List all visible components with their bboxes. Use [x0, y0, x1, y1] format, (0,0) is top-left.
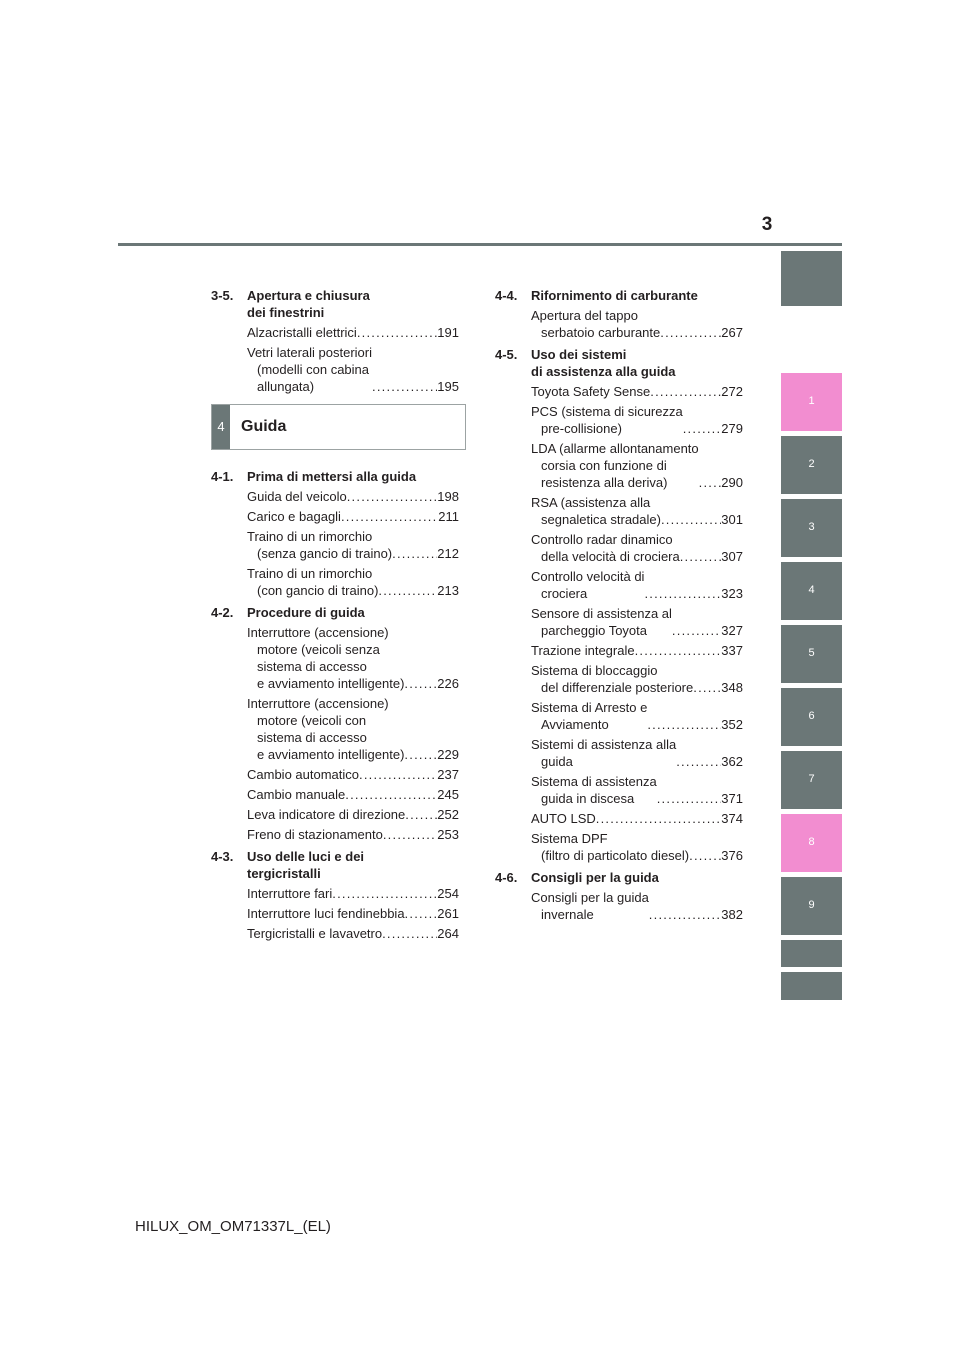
section-title: Uso delle luci e dei tergicristalli	[247, 849, 365, 881]
dot-leader	[372, 378, 437, 395]
dot-leader	[332, 885, 437, 902]
toc-entry-page: 382	[721, 907, 743, 922]
toc-section-heading[interactable]	[495, 287, 743, 304]
toc-entry-page: 245	[437, 787, 459, 802]
toc-entry-label: Controllo radar dinamico della velocità di crociera	[531, 532, 680, 564]
toc-entry-page: 362	[721, 754, 743, 769]
dot-leader	[661, 511, 721, 528]
chapter-tab-number: 3	[808, 521, 815, 533]
chapter-tab-4[interactable]	[781, 562, 842, 620]
section-code: 4-5.	[495, 347, 518, 362]
dot-leader	[649, 906, 722, 923]
toc-entry[interactable]	[247, 508, 459, 525]
toc-entry-page: 198	[437, 489, 459, 504]
toc-entry[interactable]	[247, 695, 459, 763]
toc-entry[interactable]	[247, 565, 459, 599]
document-footer: HILUX_OM_OM71337L_(EL)	[135, 1218, 331, 1235]
toc-entry-label: Leva indicatore di direzione	[247, 807, 406, 822]
chapter-tab-9[interactable]	[781, 877, 842, 935]
toc-entry[interactable]	[531, 699, 743, 733]
toc-entry[interactable]	[531, 605, 743, 639]
toc-entry-page: 323	[721, 586, 743, 601]
toc-section-heading[interactable]	[495, 346, 743, 380]
toc-entry-label: Sistema DPF (filtro di particolato diesel)	[531, 831, 690, 863]
toc-entry-label: Traino di un rimorchio (senza gancio di traino)	[247, 529, 393, 561]
toc-section	[211, 468, 459, 599]
toc-entry-label: Sistema di Arresto e Avviamento	[531, 700, 648, 732]
dot-leader	[676, 753, 721, 770]
toc-entry-page: 352	[721, 717, 743, 732]
toc-section-heading[interactable]	[211, 848, 459, 882]
chapter-tab-5[interactable]	[781, 625, 842, 683]
toc-entry-label: PCS (sistema di sicurezza pre-collisione)	[531, 404, 683, 436]
chapter-tab-8[interactable]	[781, 814, 842, 872]
toc-entry-label: Vetri laterali posteriori (modelli con cabina allungata)	[247, 345, 372, 394]
chapter-tab-blank[interactable]	[781, 251, 842, 306]
toc-entry-label: Trazione integrale	[531, 643, 635, 658]
toc-entry-page: 252	[437, 807, 459, 822]
toc-entry-label: Freno di stazionamento	[247, 827, 383, 842]
toc-entry[interactable]	[531, 830, 743, 864]
dot-leader	[405, 905, 438, 922]
dot-leader	[657, 790, 722, 807]
toc-entry-label: Alzacristalli elettrici	[247, 325, 357, 340]
dot-leader	[378, 582, 437, 599]
toc-entry-page: 195	[437, 379, 459, 394]
toc-entry-label: Interruttore (accensione) motore (veicoli senza sistema di accesso e avviamento intelligente)	[247, 625, 405, 691]
page-number: 3	[761, 214, 773, 235]
toc-entry-page: 229	[437, 747, 459, 762]
toc-entry-label: LDA (allarme allontanamento corsia con funzione di resistenza alla deriva)	[531, 441, 699, 490]
toc-entry[interactable]	[247, 905, 459, 922]
toc-section	[211, 848, 459, 942]
toc-entry-label: Consigli per la guida invernale	[531, 890, 649, 922]
toc-entry-page: 237	[437, 767, 459, 782]
toc-entry-label: Tergicristalli e lavavetro	[247, 926, 383, 941]
toc-entry-label: AUTO LSD	[531, 811, 596, 826]
toc-entry[interactable]	[531, 403, 743, 437]
toc-entry[interactable]	[531, 810, 743, 827]
toc-entry-page: 226	[437, 676, 459, 691]
toc-entry-page: 327	[721, 623, 743, 638]
toc-section-heading[interactable]	[211, 604, 459, 621]
dot-leader	[404, 746, 437, 763]
toc-entry-page: 253	[437, 827, 459, 842]
toc-entry-page: 261	[437, 906, 459, 921]
toc-section	[211, 287, 459, 395]
toc-entry-label: Sensore di assistenza al parcheggio Toyota	[531, 606, 672, 638]
toc-entry-label: Cambio manuale	[247, 787, 346, 802]
toc-entry-page: 371	[721, 791, 743, 806]
dot-leader	[392, 545, 437, 562]
section-code: 4-1.	[211, 469, 234, 484]
chapter-tab-number: 5	[808, 647, 815, 659]
toc-entry[interactable]	[531, 440, 743, 491]
toc-entry-page: 254	[437, 886, 459, 901]
toc-entry-page: 212	[437, 546, 459, 561]
chapter-tab-2[interactable]	[781, 436, 842, 494]
dot-leader	[644, 585, 721, 602]
toc-entry-label: Controllo velocità di crociera	[531, 569, 645, 601]
toc-entry-page: 267	[721, 325, 743, 340]
toc-entry-label: Carico e bagagli	[247, 509, 341, 524]
dot-leader	[357, 324, 437, 341]
section-code: 4-4.	[495, 288, 518, 303]
dot-leader	[347, 488, 438, 505]
toc-entry-label: Sistemi di assistenza alla guida	[531, 737, 677, 769]
chapter-tab-7[interactable]	[781, 751, 842, 809]
dot-leader	[650, 383, 721, 400]
toc-entry[interactable]	[531, 736, 743, 770]
toc-entry-label: Interruttore fari	[247, 886, 333, 901]
toc-entry-page: 211	[438, 509, 459, 524]
dot-leader	[699, 474, 722, 491]
toc-entry-label: Interruttore (accensione) motore (veicoli con sistema di accesso e avviamento intelligente)	[247, 696, 405, 762]
toc-entry[interactable]	[247, 488, 459, 505]
dot-leader	[683, 420, 722, 437]
dot-leader	[672, 622, 721, 639]
toc-entry[interactable]	[531, 662, 743, 696]
section-title: Apertura e chiusura dei finestrini	[247, 288, 370, 320]
dot-leader	[689, 847, 721, 864]
chapter-tab-number: 4	[808, 584, 815, 596]
chapter-title: Guida	[241, 418, 287, 435]
toc-entry[interactable]	[531, 889, 743, 923]
dot-leader	[345, 786, 437, 803]
toc-column-left-bottom	[211, 468, 459, 942]
toc-entry[interactable]	[247, 806, 459, 823]
toc-section-heading[interactable]	[495, 869, 743, 886]
toc-entry[interactable]	[531, 531, 743, 565]
dot-leader	[635, 642, 722, 659]
toc-entry-page: 337	[721, 643, 743, 658]
chapter-tab-number: 6	[808, 710, 815, 722]
toc-entry[interactable]	[247, 324, 459, 341]
toc-entry-label: Guida del veicolo	[247, 489, 347, 504]
toc-entry[interactable]	[531, 494, 743, 528]
chapter-tab-1[interactable]	[781, 373, 842, 431]
dot-leader	[404, 675, 437, 692]
toc-entry-page: 348	[721, 680, 743, 695]
toc-entry[interactable]	[247, 766, 459, 783]
section-title: Prima di mettersi alla guida	[247, 469, 417, 484]
toc-section	[495, 346, 743, 864]
section-code: 3-5.	[211, 288, 234, 303]
section-code: 4-6.	[495, 870, 518, 885]
dot-leader	[596, 810, 722, 827]
toc-entry[interactable]	[247, 925, 459, 942]
chapter-tab-blank[interactable]	[781, 940, 842, 967]
toc-entry-page: 374	[721, 811, 743, 826]
chapter-tab-number: 8	[808, 836, 815, 848]
toc-entry-page: 213	[437, 583, 459, 598]
toc-entry-page: 290	[721, 475, 743, 490]
chapter-tab-number: 7	[808, 773, 815, 785]
toc-entry-label: Cambio automatico	[247, 767, 359, 782]
dot-leader	[341, 508, 438, 525]
section-title: Uso dei sistemi di assistenza alla guida	[531, 347, 676, 379]
toc-column-right	[495, 287, 743, 923]
dot-leader	[383, 826, 437, 843]
toc-section-heading[interactable]	[211, 468, 459, 485]
toc-section-heading[interactable]	[211, 287, 459, 321]
toc-column-left-top	[211, 287, 459, 395]
dot-leader	[405, 806, 437, 823]
toc-entry[interactable]	[247, 786, 459, 803]
toc-entry-page: 301	[721, 512, 743, 527]
toc-entry-label: Toyota Safety Sense	[531, 384, 651, 399]
toc-entry-label: Sistema di assistenza guida in discesa	[531, 774, 657, 806]
section-code: 4-2.	[211, 605, 234, 620]
toc-entry[interactable]	[531, 642, 743, 659]
toc-entry-label: Sistema di bloccaggio del differenziale posteriore	[531, 663, 694, 695]
chapter-tab-number: 2	[808, 458, 815, 470]
chapter-tab-number: 1	[808, 395, 815, 407]
section-title: Procedure di guida	[247, 605, 365, 620]
header-rule	[118, 243, 842, 246]
toc-entry-page: 191	[437, 325, 459, 340]
dot-leader	[693, 679, 721, 696]
toc-entry-page: 272	[721, 384, 743, 399]
toc-entry[interactable]	[531, 773, 743, 807]
dot-leader	[660, 324, 721, 341]
section-code: 4-3.	[211, 849, 234, 864]
toc-entry-page: 279	[721, 421, 743, 436]
toc-entry-page: 307	[721, 549, 743, 564]
dot-leader	[680, 548, 722, 565]
chapter-tab-number: 9	[808, 899, 815, 911]
toc-entry-page: 376	[721, 848, 743, 863]
toc-entry[interactable]	[247, 528, 459, 562]
toc-entry[interactable]	[247, 826, 459, 843]
toc-entry[interactable]	[247, 624, 459, 692]
chapter-number: 4	[212, 405, 230, 449]
dot-leader	[359, 766, 437, 783]
chapter-tab-6[interactable]	[781, 688, 842, 746]
toc-entry[interactable]	[531, 568, 743, 602]
toc-entry[interactable]	[531, 307, 743, 341]
toc-entry-page: 264	[437, 926, 459, 941]
toc-entry-label: Apertura del tappo serbatoio carburante	[531, 308, 661, 340]
section-title: Consigli per la guida	[531, 870, 659, 885]
section-title: Rifornimento di carburante	[531, 288, 698, 303]
toc-entry[interactable]	[531, 383, 743, 400]
chapter-tab-blank[interactable]	[781, 972, 842, 1000]
toc-entry[interactable]	[247, 885, 459, 902]
dot-leader	[647, 716, 721, 733]
chapter-tab-3[interactable]	[781, 499, 842, 557]
toc-section	[211, 604, 459, 843]
dot-leader	[382, 925, 437, 942]
toc-entry-label: RSA (assistenza alla segnaletica stradale)	[531, 495, 661, 527]
chapter-heading-box	[211, 404, 466, 450]
toc-entry-label: Traino di un rimorchio (con gancio di traino)	[247, 566, 379, 598]
toc-entry[interactable]	[247, 344, 459, 395]
toc-section	[495, 287, 743, 341]
toc-entry-label: Interruttore luci fendinebbia	[247, 906, 405, 921]
toc-section	[495, 869, 743, 923]
